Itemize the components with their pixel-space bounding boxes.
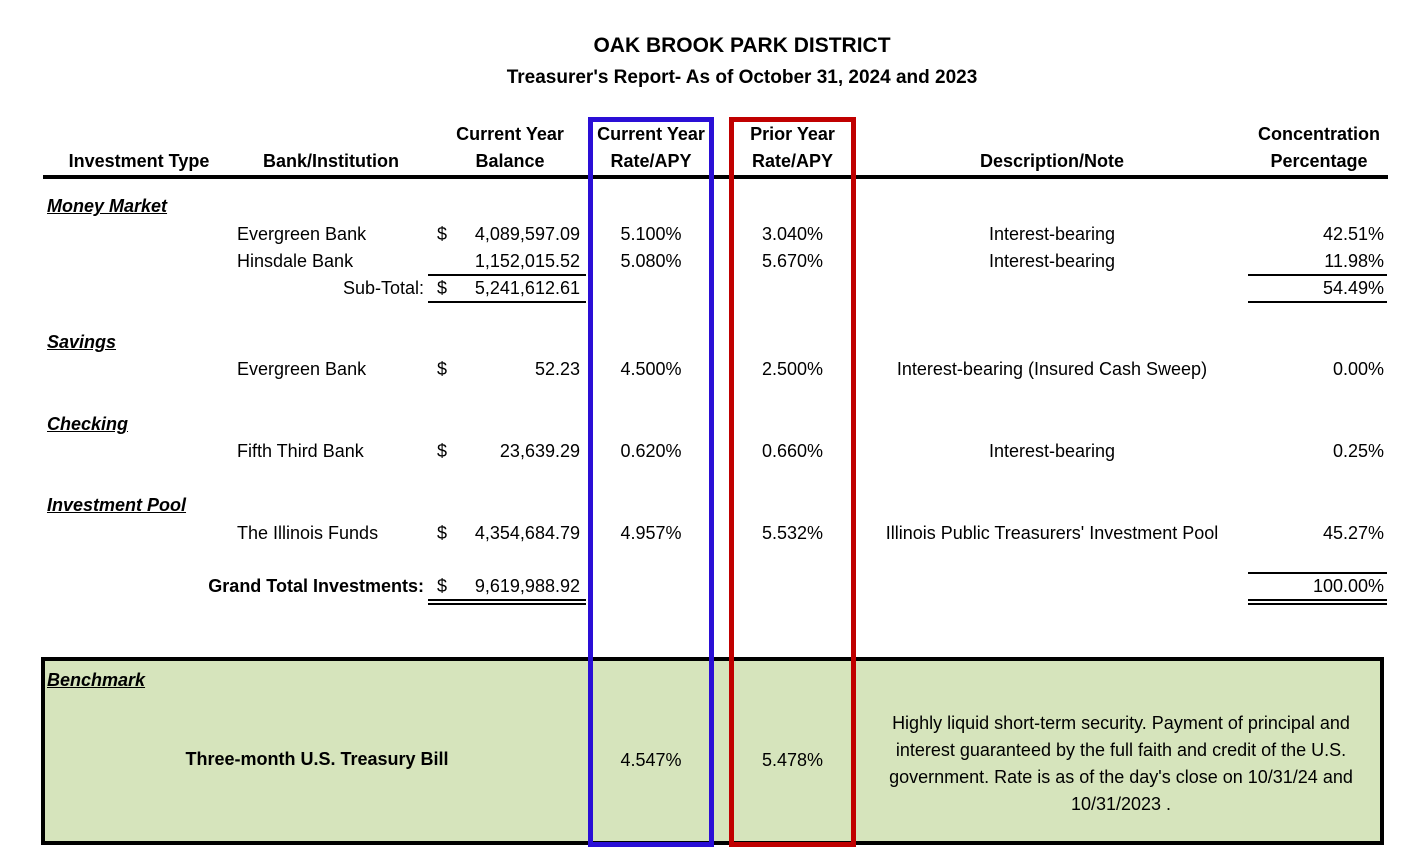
mm-row1-pct: 42.51% bbox=[1322, 224, 1384, 244]
mm-subtotal-label: Sub-Total: bbox=[342, 278, 424, 298]
mm-row2-pct: 11.98% bbox=[1324, 251, 1384, 271]
benchmark-current-rate: 4.547% bbox=[620, 750, 682, 770]
savings-currency: $ bbox=[437, 359, 448, 379]
checking-note: Interest-bearing bbox=[988, 441, 1116, 461]
mm-row1-currency: $ bbox=[437, 224, 448, 244]
checking-pct: 0.25% bbox=[1332, 441, 1384, 461]
subtotal-pct-underline bbox=[1248, 301, 1387, 303]
mm-row1-balance: 4,089,597.09 bbox=[474, 224, 580, 244]
report-subtitle: Treasurer's Report- As of October 31, 2024 and 2023 bbox=[506, 67, 978, 88]
section-benchmark: Benchmark bbox=[47, 670, 146, 690]
header-description: Description/Note bbox=[979, 151, 1125, 171]
mm-row2-current-rate: 5.080% bbox=[620, 251, 682, 271]
checking-currency: $ bbox=[437, 441, 448, 461]
benchmark-note: Highly liquid short-term security. Payment of principal and interest guaranteed by the full faith and credit of the U.S. government. Rate is as of the day's close on 10/31/24 and 10/31/2023 . bbox=[889, 713, 1353, 814]
pool-current-rate: 4.957% bbox=[620, 523, 682, 543]
savings-bank: Evergreen Bank bbox=[237, 359, 367, 379]
header-investment-type: Investment Type bbox=[68, 151, 210, 171]
subtotal-balance-rule bbox=[428, 274, 586, 276]
grand-total-pct-dbl-2 bbox=[1248, 603, 1387, 605]
subtotal-balance-underline bbox=[428, 301, 586, 303]
mm-row1-prior-rate: 3.040% bbox=[761, 224, 824, 244]
section-investment-pool: Investment Pool bbox=[47, 495, 187, 515]
pool-note: Illinois Public Treasurers' Investment Pool bbox=[885, 523, 1219, 543]
mm-row2-balance: 1,152,015.52 bbox=[474, 251, 580, 271]
header-current-rate-line2: Rate/APY bbox=[610, 151, 692, 171]
header-balance-line2: Balance bbox=[475, 151, 545, 171]
checking-current-rate: 0.620% bbox=[620, 441, 682, 461]
header-concentration-line1: Concentration bbox=[1257, 124, 1380, 144]
current-year-highlight bbox=[588, 117, 714, 847]
header-current-rate-line1: Current Year bbox=[597, 124, 705, 144]
grand-total-pct: 100.00% bbox=[1312, 576, 1384, 596]
savings-note: Interest-bearing (Insured Cash Sweep) bbox=[896, 359, 1208, 379]
benchmark-prior-rate: 5.478% bbox=[761, 750, 824, 770]
mm-row1-note: Interest-bearing bbox=[988, 224, 1116, 244]
header-concentration-line2: Percentage bbox=[1270, 151, 1368, 171]
pool-currency: $ bbox=[437, 523, 448, 543]
pool-pct: 45.27% bbox=[1322, 523, 1384, 543]
mm-subtotal-pct: 54.49% bbox=[1322, 278, 1384, 298]
grand-total-balance: 9,619,988.92 bbox=[474, 576, 580, 596]
pool-prior-rate: 5.532% bbox=[761, 523, 824, 543]
grand-total-label: Grand Total Investments: bbox=[208, 576, 424, 596]
checking-prior-rate: 0.660% bbox=[761, 441, 824, 461]
mm-subtotal-currency: $ bbox=[437, 278, 448, 298]
mm-row2-prior-rate: 5.670% bbox=[761, 251, 824, 271]
header-prior-rate-line1: Prior Year bbox=[750, 124, 835, 144]
grand-total-pct-rule bbox=[1248, 572, 1387, 574]
checking-balance: 23,639.29 bbox=[499, 441, 580, 461]
grand-total-balance-dbl-2 bbox=[428, 603, 586, 605]
grand-total-pct-dbl-1 bbox=[1248, 599, 1387, 601]
benchmark-name: Three-month U.S. Treasury Bill bbox=[185, 749, 449, 769]
header-balance-line1: Current Year bbox=[456, 124, 564, 144]
section-savings: Savings bbox=[47, 332, 117, 352]
mm-row1-bank: Evergreen Bank bbox=[237, 224, 367, 244]
header-rule bbox=[43, 175, 1388, 179]
prior-year-highlight bbox=[729, 117, 856, 847]
header-bank: Bank/Institution bbox=[263, 151, 399, 171]
report-title: OAK BROOK PARK DISTRICT bbox=[593, 34, 891, 57]
section-money-market: Money Market bbox=[47, 196, 168, 216]
grand-total-balance-dbl-1 bbox=[428, 599, 586, 601]
savings-balance: 52.23 bbox=[534, 359, 580, 379]
mm-row2-bank: Hinsdale Bank bbox=[237, 251, 354, 271]
subtotal-pct-rule bbox=[1248, 274, 1387, 276]
mm-row1-current-rate: 5.100% bbox=[620, 224, 682, 244]
pool-bank: The Illinois Funds bbox=[237, 523, 379, 543]
pool-balance: 4,354,684.79 bbox=[474, 523, 580, 543]
savings-pct: 0.00% bbox=[1332, 359, 1384, 379]
savings-prior-rate: 2.500% bbox=[761, 359, 824, 379]
header-prior-rate-line2: Rate/APY bbox=[751, 151, 834, 171]
mm-subtotal-balance: 5,241,612.61 bbox=[474, 278, 580, 298]
savings-current-rate: 4.500% bbox=[620, 359, 682, 379]
grand-total-currency: $ bbox=[437, 576, 448, 596]
mm-row2-note: Interest-bearing bbox=[988, 251, 1116, 271]
checking-bank: Fifth Third Bank bbox=[237, 441, 364, 461]
section-checking: Checking bbox=[47, 414, 129, 434]
